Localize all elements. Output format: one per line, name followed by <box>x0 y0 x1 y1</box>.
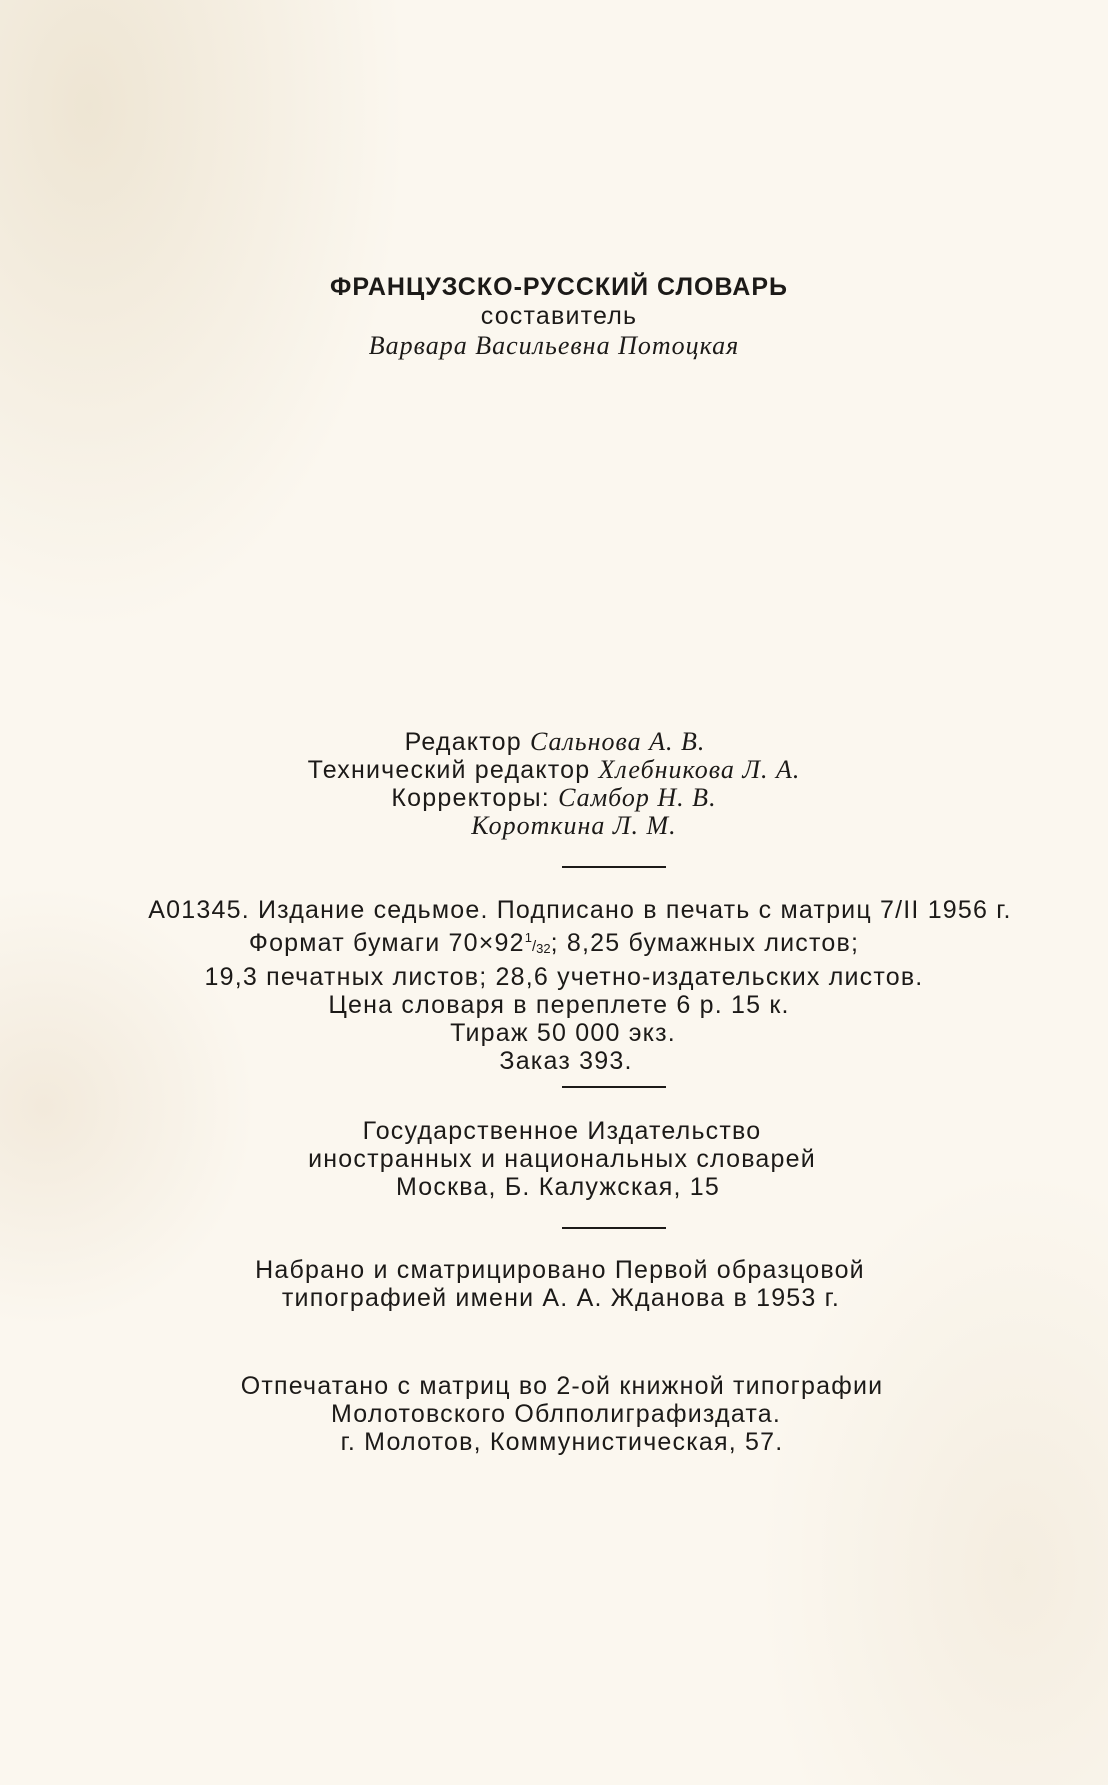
imprint-block <box>0 896 1108 1075</box>
printing-line-1: Отпечатано с матриц во 2-ой книжной типографии <box>240 1372 884 1400</box>
title-block <box>0 272 1108 362</box>
imprint-line-3: 19,3 печатных листов; 28,6 учетно-издательских листов. <box>204 963 924 991</box>
proofreader-2: Короткина Л. М. <box>471 811 677 840</box>
publisher-line-1: Государственное Издательство <box>362 1117 762 1145</box>
format-fraction-numerator: 1 <box>524 930 532 945</box>
editor-name: Сальнова А. В. <box>529 727 706 756</box>
compiler-label: составитель <box>480 302 638 330</box>
imprint-order-number: Заказ 393. <box>499 1047 633 1075</box>
proofreader-1: Самбор Н. В. <box>558 783 717 812</box>
imprint-print-run: Тираж 50 000 экз. <box>450 1019 676 1047</box>
format-fraction-separator: / <box>532 938 537 955</box>
imprint-line-1: А01345. Издание седьмое. Подписано в печать с матриц 7/II 1956 г. <box>148 896 1012 924</box>
divider-rule <box>562 866 666 868</box>
publisher-line-2: иностранных и национальных словарей <box>308 1145 816 1173</box>
format-suffix: ; 8,25 бумажных листов; <box>550 929 860 957</box>
editor-line <box>0 728 1108 756</box>
publisher-address: Москва, Б. Калужская, 15 <box>395 1173 721 1201</box>
imprint-price: Цена словаря в переплете 6 р. 15 к. <box>328 991 790 1019</box>
typesetting-line-2: типографией имени А. А. Жданова в 1953 г. <box>281 1284 841 1312</box>
printing-block <box>0 1372 1108 1456</box>
typesetting-line-1: Набрано и сматрицировано Первой образцовой <box>255 1256 865 1284</box>
publisher-block <box>0 1117 1108 1201</box>
format-prefix: Формат бумаги 70×92 <box>248 929 525 957</box>
imprint-format-line <box>0 924 1108 963</box>
compiler-name: Варвара Васильевна Потоцкая <box>368 331 740 360</box>
format-fraction-denominator: 32 <box>536 941 551 956</box>
editor-label: Редактор <box>404 728 522 756</box>
divider-rule <box>562 1227 666 1229</box>
divider-rule <box>562 1086 666 1088</box>
book-title: ФРАНЦУЗСКО-РУССКИЙ СЛОВАРЬ <box>330 273 788 301</box>
proofreaders-line <box>0 784 1108 812</box>
printing-line-2: Молотовского Облполиграфиздата. <box>330 1400 781 1428</box>
printing-address: г. Молотов, Коммунистическая, 57. <box>340 1428 784 1456</box>
tech-editor-name: Хлебникова Л. А. <box>598 755 801 784</box>
tech-editor-label: Технический редактор <box>307 756 591 784</box>
editors-block <box>0 728 1108 840</box>
proofreader-2-line <box>0 812 1108 840</box>
tech-editor-line <box>0 756 1108 784</box>
typesetting-block <box>0 1256 1108 1312</box>
proofreaders-label: Корректоры: <box>391 784 550 812</box>
